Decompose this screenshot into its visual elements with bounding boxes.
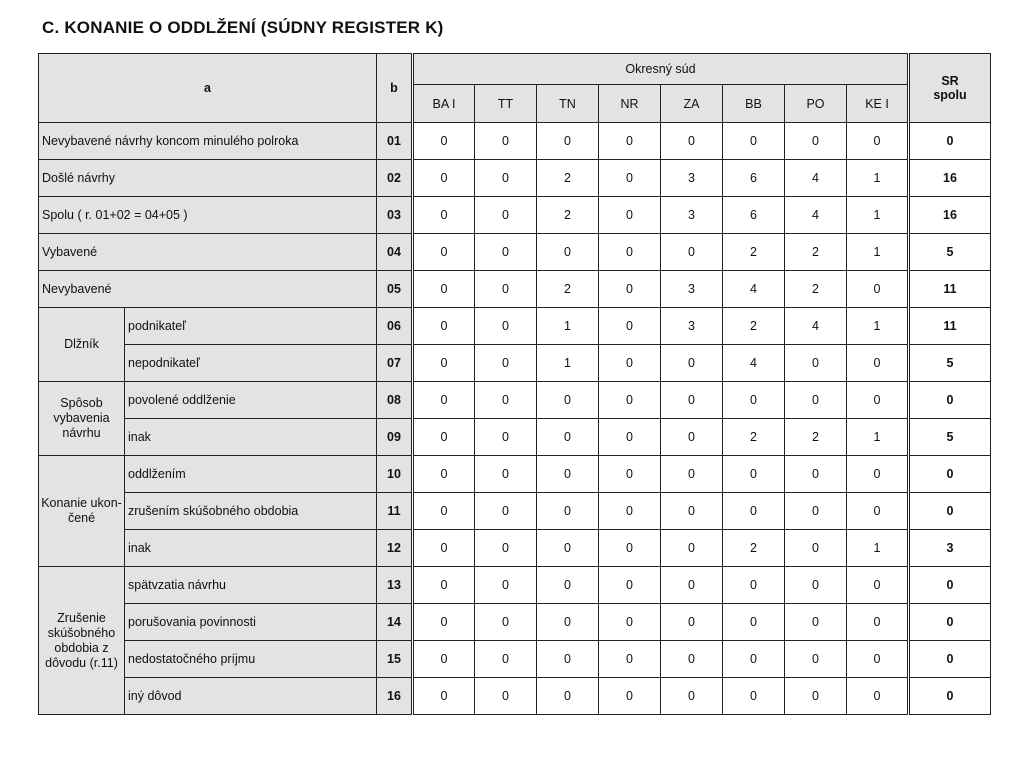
cell-value: 0 — [599, 567, 661, 604]
cell-value: 3 — [661, 308, 723, 345]
row-group-label: Konanie ukon-čené — [39, 456, 125, 567]
cell-value: 0 — [847, 604, 909, 641]
cell-value: 0 — [413, 678, 475, 715]
cell-value: 0 — [537, 234, 599, 271]
cell-value: 0 — [413, 641, 475, 678]
cell-value: 0 — [661, 641, 723, 678]
row-label: zrušením skúšobného obdobia — [125, 493, 377, 530]
cell-value: 0 — [413, 308, 475, 345]
cell-total: 0 — [909, 604, 991, 641]
cell-value: 0 — [537, 678, 599, 715]
cell-value: 0 — [599, 160, 661, 197]
cell-value: 1 — [847, 197, 909, 234]
row-label: Došlé návrhy — [39, 160, 377, 197]
row-label: inak — [125, 530, 377, 567]
cell-value: 0 — [475, 123, 537, 160]
cell-value: 3 — [661, 271, 723, 308]
table-row — [39, 419, 991, 456]
cell-total: 0 — [909, 456, 991, 493]
cell-value: 1 — [537, 308, 599, 345]
row-code: 10 — [377, 456, 413, 493]
cell-total: 11 — [909, 308, 991, 345]
table-row — [39, 123, 991, 160]
cell-value: 0 — [537, 641, 599, 678]
header-sr-spolu — [909, 54, 991, 123]
cell-value: 0 — [723, 493, 785, 530]
cell-total: 0 — [909, 567, 991, 604]
table-row — [39, 530, 991, 567]
cell-value: 0 — [785, 641, 847, 678]
cell-total: 16 — [909, 160, 991, 197]
cell-value: 0 — [723, 382, 785, 419]
cell-value: 0 — [599, 123, 661, 160]
table-row — [39, 456, 991, 493]
cell-total: 0 — [909, 123, 991, 160]
cell-value: 0 — [599, 197, 661, 234]
cell-value: 0 — [413, 604, 475, 641]
table-row — [39, 271, 991, 308]
row-label: inak — [125, 419, 377, 456]
row-label: porušovania povinnosti — [125, 604, 377, 641]
cell-value: 0 — [661, 345, 723, 382]
header-court: BA I — [413, 85, 475, 123]
table-row — [39, 678, 991, 715]
cell-value: 1 — [847, 234, 909, 271]
cell-value: 0 — [413, 382, 475, 419]
cell-value: 0 — [661, 456, 723, 493]
row-code: 14 — [377, 604, 413, 641]
row-label: Spolu ( r. 01+02 = 04+05 ) — [39, 197, 377, 234]
cell-value: 0 — [475, 382, 537, 419]
cell-value: 4 — [785, 160, 847, 197]
cell-value: 0 — [785, 493, 847, 530]
cell-value: 6 — [723, 160, 785, 197]
cell-value: 4 — [723, 345, 785, 382]
cell-value: 0 — [599, 234, 661, 271]
cell-value: 0 — [413, 456, 475, 493]
cell-total: 16 — [909, 197, 991, 234]
row-code: 07 — [377, 345, 413, 382]
cell-total: 5 — [909, 419, 991, 456]
row-label: podnikateľ — [125, 308, 377, 345]
cell-value: 2 — [537, 197, 599, 234]
header-court: NR — [599, 85, 661, 123]
cell-value: 0 — [599, 382, 661, 419]
cell-value: 1 — [847, 419, 909, 456]
table-row — [39, 641, 991, 678]
cell-value: 4 — [785, 197, 847, 234]
cell-value: 3 — [661, 197, 723, 234]
cell-value: 0 — [785, 123, 847, 160]
row-label: Vybavené — [39, 234, 377, 271]
oddlzenie-table — [38, 53, 991, 715]
cell-value: 2 — [785, 419, 847, 456]
header-okresny-sud: Okresný súd — [413, 54, 909, 85]
row-code: 02 — [377, 160, 413, 197]
row-code: 01 — [377, 123, 413, 160]
header-court: BB — [723, 85, 785, 123]
row-code: 15 — [377, 641, 413, 678]
cell-value: 0 — [785, 382, 847, 419]
row-label: iný dôvod — [125, 678, 377, 715]
cell-value: 1 — [537, 345, 599, 382]
row-label: spätvzatia návrhu — [125, 567, 377, 604]
table-row — [39, 345, 991, 382]
cell-value: 0 — [661, 493, 723, 530]
cell-value: 1 — [847, 160, 909, 197]
cell-value: 2 — [723, 234, 785, 271]
cell-value: 0 — [723, 123, 785, 160]
row-code: 09 — [377, 419, 413, 456]
row-code: 11 — [377, 493, 413, 530]
cell-value: 0 — [661, 123, 723, 160]
cell-value: 0 — [661, 567, 723, 604]
cell-value: 0 — [475, 197, 537, 234]
cell-value: 0 — [661, 234, 723, 271]
cell-value: 0 — [847, 456, 909, 493]
cell-value: 0 — [661, 382, 723, 419]
header-court: PO — [785, 85, 847, 123]
cell-total: 0 — [909, 678, 991, 715]
cell-value: 3 — [661, 160, 723, 197]
page-title: C. KONANIE O ODDLŽENÍ (SÚDNY REGISTER K) — [42, 18, 444, 37]
cell-value: 0 — [599, 419, 661, 456]
row-code: 08 — [377, 382, 413, 419]
cell-value: 2 — [785, 271, 847, 308]
cell-value: 1 — [847, 308, 909, 345]
row-code: 04 — [377, 234, 413, 271]
cell-value: 0 — [723, 456, 785, 493]
cell-value: 0 — [475, 456, 537, 493]
cell-value: 0 — [847, 345, 909, 382]
cell-value: 0 — [847, 678, 909, 715]
cell-value: 0 — [475, 678, 537, 715]
table-row — [39, 493, 991, 530]
cell-total: 3 — [909, 530, 991, 567]
cell-value: 0 — [599, 345, 661, 382]
cell-value: 0 — [537, 493, 599, 530]
cell-value: 0 — [661, 419, 723, 456]
cell-value: 0 — [537, 419, 599, 456]
cell-value: 0 — [785, 678, 847, 715]
row-group-label: Dlžník — [39, 308, 125, 382]
cell-value: 0 — [847, 567, 909, 604]
cell-total: 0 — [909, 382, 991, 419]
cell-value: 2 — [723, 530, 785, 567]
cell-total: 0 — [909, 641, 991, 678]
cell-value: 0 — [723, 604, 785, 641]
cell-value: 2 — [537, 271, 599, 308]
cell-value: 0 — [475, 641, 537, 678]
row-group-label: Spôsob vybavenia návrhu — [39, 382, 125, 456]
table-row — [39, 234, 991, 271]
table-row — [39, 604, 991, 641]
cell-value: 0 — [413, 197, 475, 234]
cell-value: 0 — [475, 530, 537, 567]
cell-value: 0 — [847, 382, 909, 419]
cell-value: 0 — [599, 678, 661, 715]
cell-value: 0 — [599, 308, 661, 345]
row-code: 06 — [377, 308, 413, 345]
cell-value: 0 — [537, 530, 599, 567]
cell-value: 0 — [785, 456, 847, 493]
cell-value: 0 — [661, 678, 723, 715]
header-court: TN — [537, 85, 599, 123]
cell-value: 0 — [723, 567, 785, 604]
header-court: TT — [475, 85, 537, 123]
cell-value: 0 — [475, 345, 537, 382]
cell-value: 0 — [847, 123, 909, 160]
cell-value: 0 — [413, 419, 475, 456]
row-label: nepodnikateľ — [125, 345, 377, 382]
table-wrapper — [38, 53, 991, 715]
cell-value: 6 — [723, 197, 785, 234]
row-code: 12 — [377, 530, 413, 567]
cell-value: 4 — [723, 271, 785, 308]
cell-total: 0 — [909, 493, 991, 530]
cell-value: 0 — [537, 456, 599, 493]
cell-value: 0 — [599, 530, 661, 567]
cell-value: 0 — [599, 271, 661, 308]
row-code: 13 — [377, 567, 413, 604]
cell-value: 0 — [413, 567, 475, 604]
cell-value: 0 — [475, 234, 537, 271]
cell-value: 0 — [475, 271, 537, 308]
cell-value: 0 — [723, 641, 785, 678]
cell-value: 0 — [413, 234, 475, 271]
cell-total: 5 — [909, 345, 991, 382]
cell-value: 0 — [847, 641, 909, 678]
cell-total: 5 — [909, 234, 991, 271]
cell-value: 0 — [661, 530, 723, 567]
cell-value: 0 — [599, 493, 661, 530]
cell-value: 0 — [723, 678, 785, 715]
row-label: povolené oddlženie — [125, 382, 377, 419]
table-row — [39, 308, 991, 345]
cell-value: 0 — [475, 308, 537, 345]
table-row — [39, 567, 991, 604]
cell-value: 0 — [661, 604, 723, 641]
cell-value: 0 — [847, 493, 909, 530]
cell-value: 0 — [413, 123, 475, 160]
row-label: nedostatočného príjmu — [125, 641, 377, 678]
cell-value: 0 — [537, 604, 599, 641]
row-label: Nevybavené návrhy koncom minulého polroka — [39, 123, 377, 160]
cell-value: 2 — [723, 308, 785, 345]
header-b: b — [377, 54, 413, 123]
cell-value: 0 — [537, 567, 599, 604]
table-row — [39, 197, 991, 234]
cell-value: 0 — [475, 160, 537, 197]
cell-value: 2 — [785, 234, 847, 271]
row-code: 16 — [377, 678, 413, 715]
cell-value: 0 — [413, 493, 475, 530]
header-sr: SR — [941, 74, 959, 88]
cell-value: 0 — [785, 567, 847, 604]
cell-total: 11 — [909, 271, 991, 308]
header-spolu: spolu — [933, 88, 967, 102]
row-label: oddlžením — [125, 456, 377, 493]
cell-value: 0 — [475, 604, 537, 641]
cell-value: 0 — [475, 567, 537, 604]
row-label: Nevybavené — [39, 271, 377, 308]
cell-value: 0 — [537, 123, 599, 160]
cell-value: 0 — [599, 604, 661, 641]
cell-value: 0 — [785, 604, 847, 641]
row-code: 03 — [377, 197, 413, 234]
row-code: 05 — [377, 271, 413, 308]
cell-value: 0 — [413, 530, 475, 567]
cell-value: 4 — [785, 308, 847, 345]
cell-value: 0 — [475, 493, 537, 530]
cell-value: 0 — [785, 345, 847, 382]
cell-value: 0 — [785, 530, 847, 567]
header-a: a — [39, 54, 377, 123]
header-court: ZA — [661, 85, 723, 123]
cell-value: 0 — [599, 456, 661, 493]
cell-value: 1 — [847, 530, 909, 567]
cell-value: 2 — [537, 160, 599, 197]
cell-value: 0 — [413, 271, 475, 308]
cell-value: 0 — [847, 271, 909, 308]
cell-value: 0 — [599, 641, 661, 678]
table-row — [39, 382, 991, 419]
cell-value: 0 — [413, 160, 475, 197]
cell-value: 0 — [413, 345, 475, 382]
cell-value: 0 — [537, 382, 599, 419]
cell-value: 2 — [723, 419, 785, 456]
header-court: KE I — [847, 85, 909, 123]
row-group-label: Zrušenie skúšobného obdobia z dôvodu (r.11) — [39, 567, 125, 715]
table-row — [39, 160, 991, 197]
cell-value: 0 — [475, 419, 537, 456]
